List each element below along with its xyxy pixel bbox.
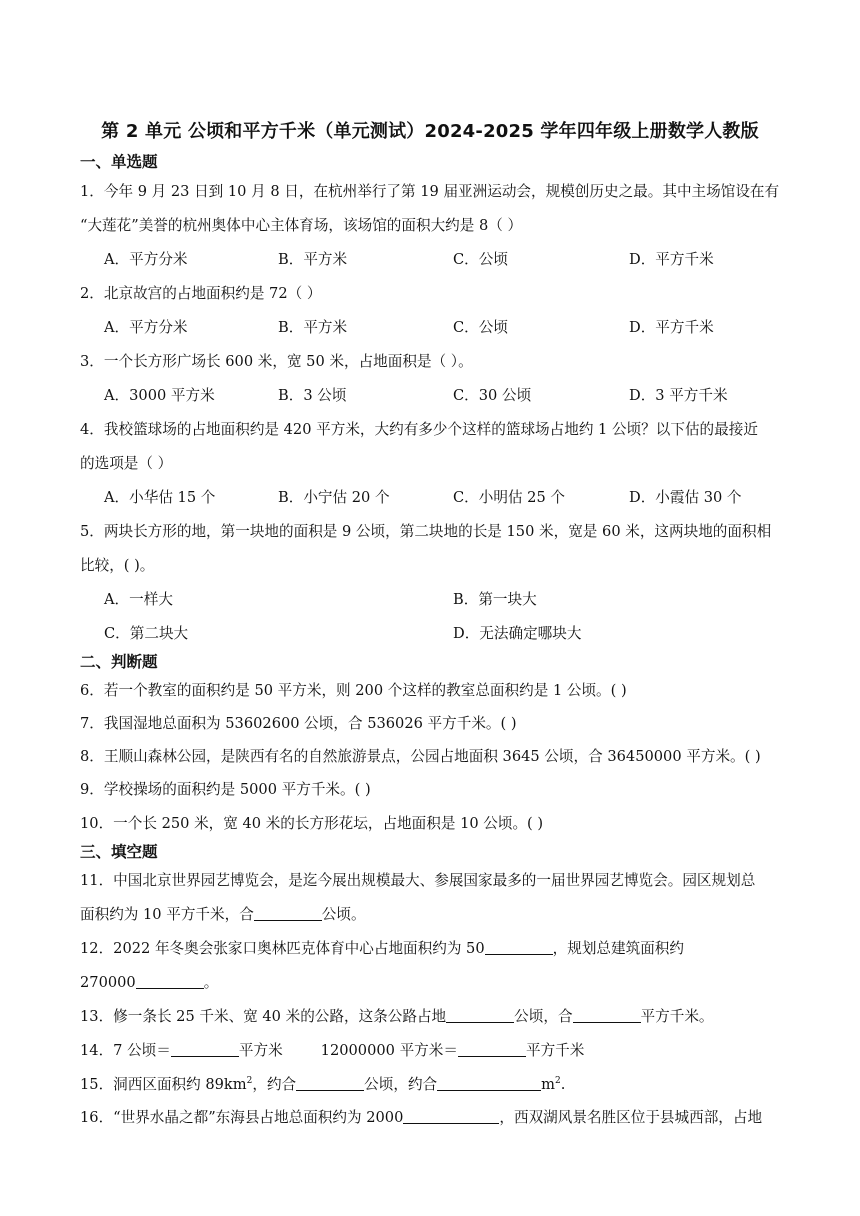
q1-option-c: C．公顷 — [453, 251, 508, 268]
q12-text-b: ，规划总建筑面积约 — [552, 940, 684, 957]
answer-blank[interactable] — [254, 906, 322, 921]
question-12-text — [80, 937, 815, 958]
question-11-text: 11．中国北京世界园艺博览会，是迄今展出规模最大、参展国家最多的一届世界园艺博览会。园区规划总 — [80, 872, 756, 889]
q16-text-a: 16．“世界水晶之都”东海县占地总面积约为 2000 — [80, 1109, 404, 1126]
q2-option-b: B．平方米 — [278, 319, 348, 336]
q2-option-c: C．公顷 — [453, 319, 508, 336]
question-9-text: 9．学校操场的面积约是 5000 平方千米。( ) — [80, 781, 371, 798]
question-1-text: 1．今年 9 月 23 日到 10 月 8 日，在杭州举行了第 19 届亚洲运动会，规模创历史之最。其中主场馆设在有 — [80, 183, 780, 200]
answer-blank[interactable] — [446, 1008, 514, 1023]
q1-option-d: D．平方千米 — [629, 251, 714, 268]
answer-blank[interactable] — [437, 1076, 541, 1091]
question-11-text-cont — [80, 903, 815, 924]
q12-text-d: 。 — [203, 974, 219, 991]
q5-option-b: B．第一块大 — [453, 591, 537, 608]
q15-text-b: ，约合 — [252, 1076, 297, 1093]
section-heading-true-false: 二、判断题 — [80, 653, 158, 671]
q12-text-a: 12．2022 年冬奥会张家口奥林匹克体育中心占地面积约为 50 — [80, 940, 485, 957]
q14-text-a: 14．7 公顷＝ — [80, 1042, 171, 1059]
question-1-text-cont: “大莲花”美誉的杭州奥体中心主体育场，该场馆的面积大约是 8（ ） — [80, 217, 523, 234]
q5-option-c: C．第二块大 — [104, 625, 189, 642]
q4-option-b: B．小宁估 20 个 — [278, 489, 390, 506]
q15-text-d: m — [541, 1076, 555, 1093]
q1-option-a: A．平方分米 — [104, 251, 188, 268]
answer-blank[interactable] — [573, 1008, 641, 1023]
question-13-text — [80, 1005, 815, 1026]
question-4-text-cont: 的选项是（ ） — [80, 455, 173, 472]
superscript: 2 — [554, 1076, 561, 1086]
q13-text-a: 13．修一条长 25 千米、宽 40 米的公路，这条公路占地 — [80, 1008, 447, 1025]
q15-text-a: 15．洞西区面积约 89km — [80, 1076, 247, 1093]
question-5-text-cont: 比较，( )。 — [80, 557, 155, 574]
question-16-text — [80, 1106, 815, 1127]
q2-option-d: D．平方千米 — [629, 319, 714, 336]
q11-text-b: 公顷。 — [321, 906, 366, 923]
section-heading-single-choice: 一、单选题 — [80, 153, 158, 171]
answer-blank[interactable] — [136, 974, 204, 989]
q14-text-b: 平方米 — [238, 1042, 283, 1059]
question-15-text — [80, 1073, 815, 1094]
q12-text-c: 270000 — [80, 974, 136, 991]
q13-text-b: 公顷，合 — [514, 1008, 573, 1025]
q15-text-e: . — [560, 1076, 566, 1093]
question-12-text-cont — [80, 971, 815, 992]
q3-option-b: B．3 公顷 — [278, 387, 347, 404]
q13-text-c: 平方千米。 — [640, 1008, 714, 1025]
question-10-text: 10．一个长 250 米，宽 40 米的长方形花坛，占地面积是 10 公顷。( ) — [80, 815, 544, 832]
q14-text-c: 12000000 平方米＝ — [320, 1042, 458, 1059]
question-3-text: 3．一个长方形广场长 600 米，宽 50 米，占地面积是（ ）。 — [80, 353, 473, 370]
q15-text-c: 公顷，约合 — [364, 1076, 438, 1093]
q4-option-a: A．小华估 15 个 — [104, 489, 216, 506]
question-8-text: 8．王顺山森林公园，是陕西有名的自然旅游景点，公园占地面积 3645 公顷，合 36450000 平方米。( ) — [80, 748, 761, 765]
q2-option-a: A．平方分米 — [104, 319, 188, 336]
q3-option-c: C．30 公顷 — [453, 387, 532, 404]
q4-option-d: D．小霞估 30 个 — [629, 489, 742, 506]
answer-blank[interactable] — [403, 1109, 499, 1124]
answer-blank[interactable] — [485, 940, 553, 955]
section-heading-fill-blank: 三、填空题 — [80, 843, 158, 861]
question-5-text: 5．两块长方形的地，第一块地的面积是 9 公顷，第二块地的长是 150 米，宽是 60 米，这两块地的面积相 — [80, 523, 772, 540]
q16-text-b: ，西双湖风景名胜区位于县城西部，占地 — [499, 1109, 763, 1126]
question-4-text: 4．我校篮球场的占地面积约是 420 平方米，大约有多少个这样的篮球场占地约 1 公顷？以下估的最接近 — [80, 421, 758, 438]
question-2-text: 2．北京故宫的占地面积约是 72（ ） — [80, 285, 322, 302]
q3-option-d: D．3 平方千米 — [629, 387, 728, 404]
question-14-text — [80, 1039, 815, 1060]
question-6-text: 6．若一个教室的面积约是 50 平方米，则 200 个这样的教室总面积约是 1 公顷。( ) — [80, 682, 627, 699]
q3-option-a: A．3000 平方米 — [104, 387, 215, 404]
q5-option-a: A．一样大 — [104, 591, 173, 608]
q5-option-d: D．无法确定哪块大 — [453, 625, 582, 642]
page-title: 第 2 单元 公顷和平方千米（单元测试）2024-2025 学年四年级上册数学人教版 — [101, 121, 759, 142]
q1-option-b: B．平方米 — [278, 251, 348, 268]
answer-blank[interactable] — [296, 1076, 364, 1091]
q14-text-d: 平方千米 — [525, 1042, 585, 1059]
answer-blank[interactable] — [171, 1042, 239, 1057]
superscript: 2 — [246, 1076, 253, 1086]
answer-blank[interactable] — [458, 1042, 526, 1057]
q11-text-a: 面积约为 10 平方千米，合 — [80, 906, 254, 923]
q4-option-c: C．小明估 25 个 — [453, 489, 565, 506]
question-7-text: 7．我国湿地总面积为 53602600 公顷，合 536026 平方千米。( ) — [80, 715, 517, 732]
